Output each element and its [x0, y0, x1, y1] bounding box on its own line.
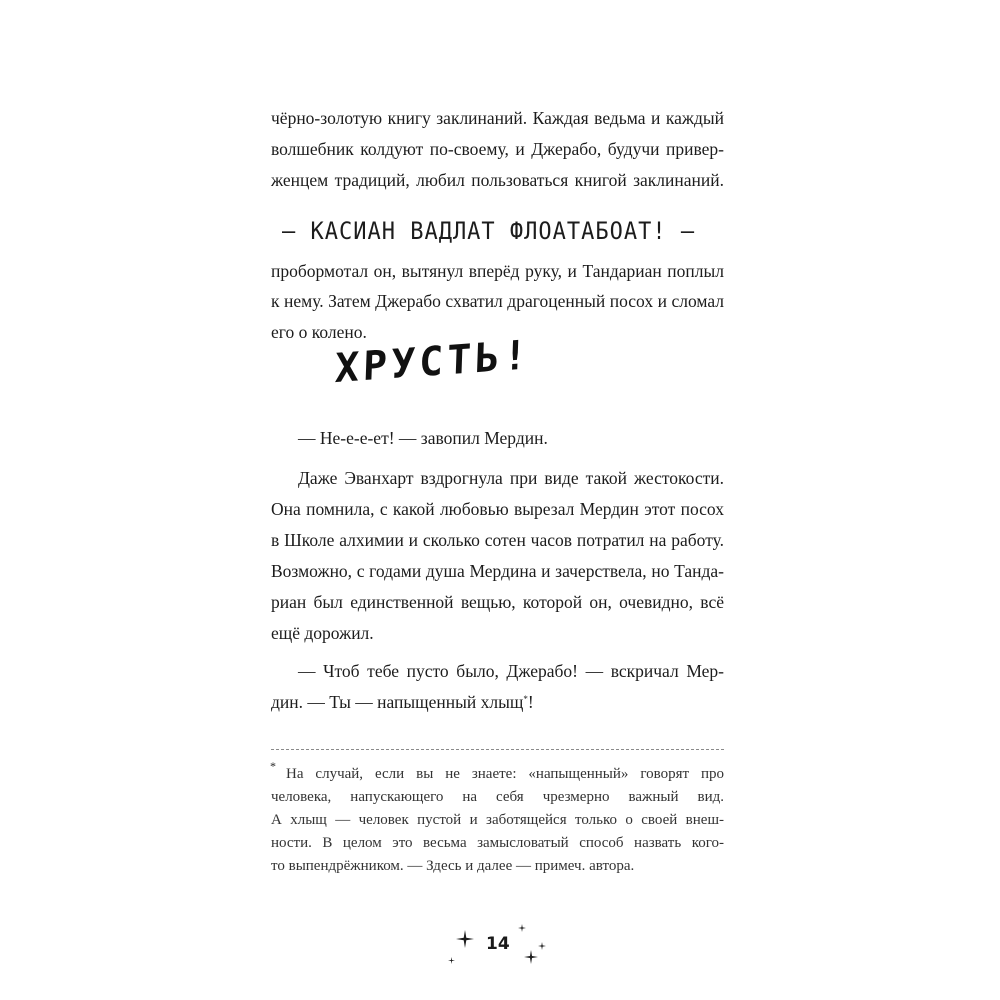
footnote-divider	[271, 749, 724, 750]
footnote-marker: *	[270, 759, 276, 773]
body-text-line: волшебник колдуют по-своему, и Джерабо, будучи привер-	[271, 139, 724, 159]
footnote-line: А хлыщ — человек пустой и заботящейся только о своей внеш-	[271, 812, 724, 828]
sparkle-star-icon	[518, 924, 526, 932]
footnote-line: ности. В целом это весьма замысловатый способ назвать кого-	[271, 835, 724, 851]
body-text-line: его о колено.	[271, 322, 367, 342]
sparkle-star-icon	[456, 930, 474, 948]
body-text-line: Возможно, с годами душа Мердина и зачерствела, но Танда-	[271, 561, 724, 581]
dialogue-line: — Не-е-е-ет! — завопил Мердин.	[298, 428, 548, 448]
sparkle-star-icon	[524, 950, 538, 964]
footnote-reference: *	[523, 694, 528, 704]
footnote-line: На случай, если вы не знаете: «напыщенный» говорят про	[286, 766, 724, 782]
body-text-line: риан был единственной вещью, которой он, очевидно, всё	[271, 592, 724, 612]
dialogue-end: !	[527, 692, 534, 712]
page-number-folio	[440, 920, 560, 970]
dialogue-text: дин. — Ты — напыщенный хлыщ	[271, 692, 524, 712]
footnote-line: человека, напускающего на себя чрезмерно важный вид.	[271, 789, 724, 805]
footnote-line: то выпендрёжником. — Здесь и далее — примеч. автора.	[271, 858, 635, 874]
page-number: 14	[486, 934, 510, 954]
dialogue-line: — Чтоб тебе пусто было, Джерабо! — вскричал Мер-	[298, 661, 724, 681]
body-text-line: в Школе алхимии и сколько сотен часов потратил на работу.	[271, 530, 724, 550]
dialogue-line	[271, 691, 724, 713]
body-text-line: пробормотал он, вытянул вперёд руку, и Тандариан поплыл	[271, 261, 724, 281]
body-text-line: к нему. Затем Джерабо схватил драгоценный посох и сломал	[271, 291, 724, 311]
sound-effect: ХРУСТЬ!	[334, 332, 532, 393]
body-text-line: ещё дорожил.	[271, 623, 374, 643]
sparkle-star-icon	[538, 942, 546, 950]
body-text-line: Она помнила, с какой любовью вырезал Мердин этот посох	[271, 499, 724, 519]
body-text-line: чёрно-золотую книгу заклинаний. Каждая ведьма и каждый	[271, 108, 724, 128]
sparkle-star-icon	[448, 957, 455, 964]
body-text-line: Даже Эванхарт вздрогнула при виде такой жестокости.	[298, 468, 724, 488]
body-text-line: женцем традиций, любил пользоваться книгой заклинаний.	[271, 170, 724, 190]
spell-incantation: — КАСИАН ВАДЛАТ ФЛОАТАБОАТ! —	[282, 218, 696, 246]
